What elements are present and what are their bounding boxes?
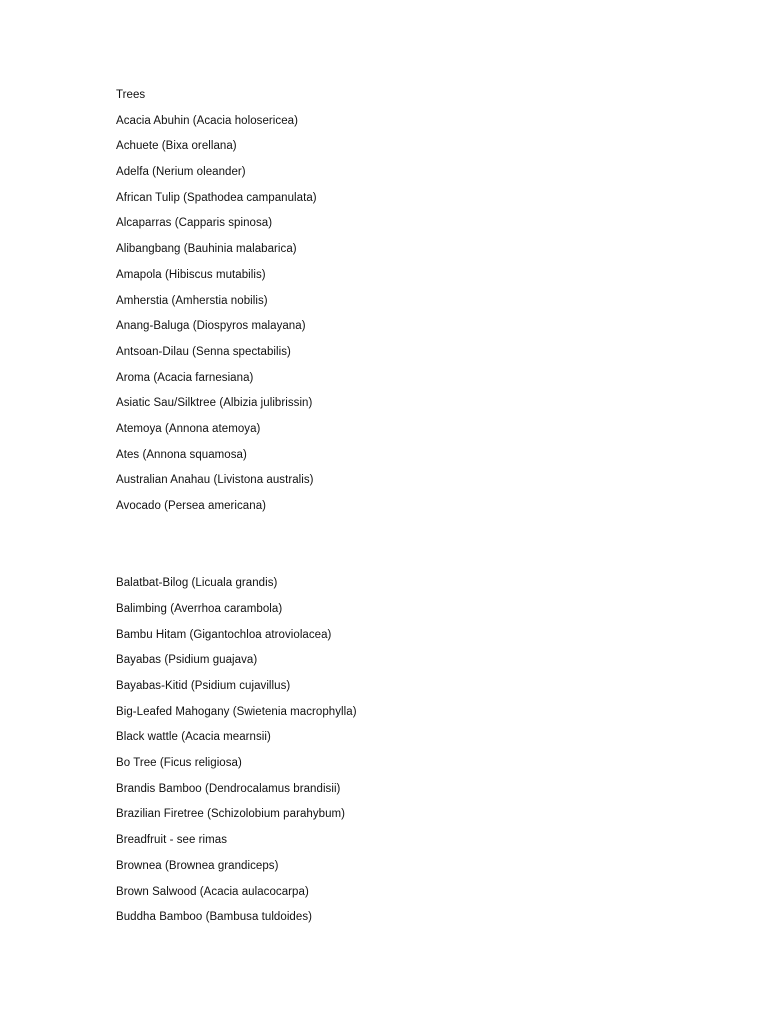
tree-entry: Buddha Bamboo (Bambusa tuldoides) bbox=[116, 911, 312, 924]
tree-entry: African Tulip (Spathodea campanulata) bbox=[116, 191, 317, 204]
tree-entry: Bo Tree (Ficus religiosa) bbox=[116, 757, 242, 770]
tree-entry: Acacia Abuhin (Acacia holosericea) bbox=[116, 114, 298, 127]
section-spacer bbox=[116, 523, 716, 575]
tree-entry: Alibangbang (Bauhinia malabarica) bbox=[116, 243, 297, 256]
tree-entry: Big-Leafed Mahogany (Swietenia macrophylla) bbox=[116, 705, 357, 718]
tree-list bbox=[116, 86, 716, 934]
tree-entry: Asiatic Sau/Silktree (Albizia julibrissin) bbox=[116, 397, 313, 410]
tree-entry: Anang-Baluga (Diospyros malayana) bbox=[116, 320, 306, 333]
list-heading: Trees bbox=[116, 89, 146, 101]
tree-entry: Brown Salwood (Acacia aulacocarpa) bbox=[116, 885, 309, 898]
tree-entry: Brandis Bamboo (Dendrocalamus brandisii) bbox=[116, 782, 341, 795]
tree-entry: Bayabas (Psidium guajava) bbox=[116, 654, 258, 667]
tree-entry: Bayabas-Kitid (Psidium cujavillus) bbox=[116, 680, 291, 693]
tree-entry: Achuete (Bixa orellana) bbox=[116, 140, 237, 153]
tree-entry: Brownea (Brownea grandiceps) bbox=[116, 859, 279, 872]
tree-entry: Australian Anahau (Livistona australis) bbox=[116, 474, 314, 487]
tree-group-a bbox=[116, 112, 716, 515]
tree-entry: Bambu Hitam (Gigantochloa atroviolacea) bbox=[116, 628, 332, 641]
tree-entry: Balimbing (Averrhoa carambola) bbox=[116, 602, 283, 615]
tree-entry: Balatbat-Bilog (Licuala grandis) bbox=[116, 577, 278, 590]
tree-entry: Breadfruit - see rimas bbox=[116, 834, 228, 847]
tree-entry: Alcaparras (Capparis spinosa) bbox=[116, 217, 273, 230]
tree-entry: Adelfa (Nerium oleander) bbox=[116, 166, 246, 179]
tree-entry: Ates (Annona squamosa) bbox=[116, 448, 247, 461]
tree-entry: Aroma (Acacia farnesiana) bbox=[116, 371, 254, 384]
tree-entry: Brazilian Firetree (Schizolobium parahybum) bbox=[116, 808, 346, 821]
tree-entry: Amherstia (Amherstia nobilis) bbox=[116, 294, 268, 307]
tree-entry: Black wattle (Acacia mearnsii) bbox=[116, 731, 271, 744]
tree-entry: Antsoan-Dilau (Senna spectabilis) bbox=[116, 345, 291, 358]
tree-entry: Atemoya (Annona atemoya) bbox=[116, 422, 261, 435]
tree-entry: Avocado (Persea americana) bbox=[116, 500, 267, 512]
tree-entry: Amapola (Hibiscus mutabilis) bbox=[116, 268, 266, 281]
tree-group-b bbox=[116, 574, 716, 926]
